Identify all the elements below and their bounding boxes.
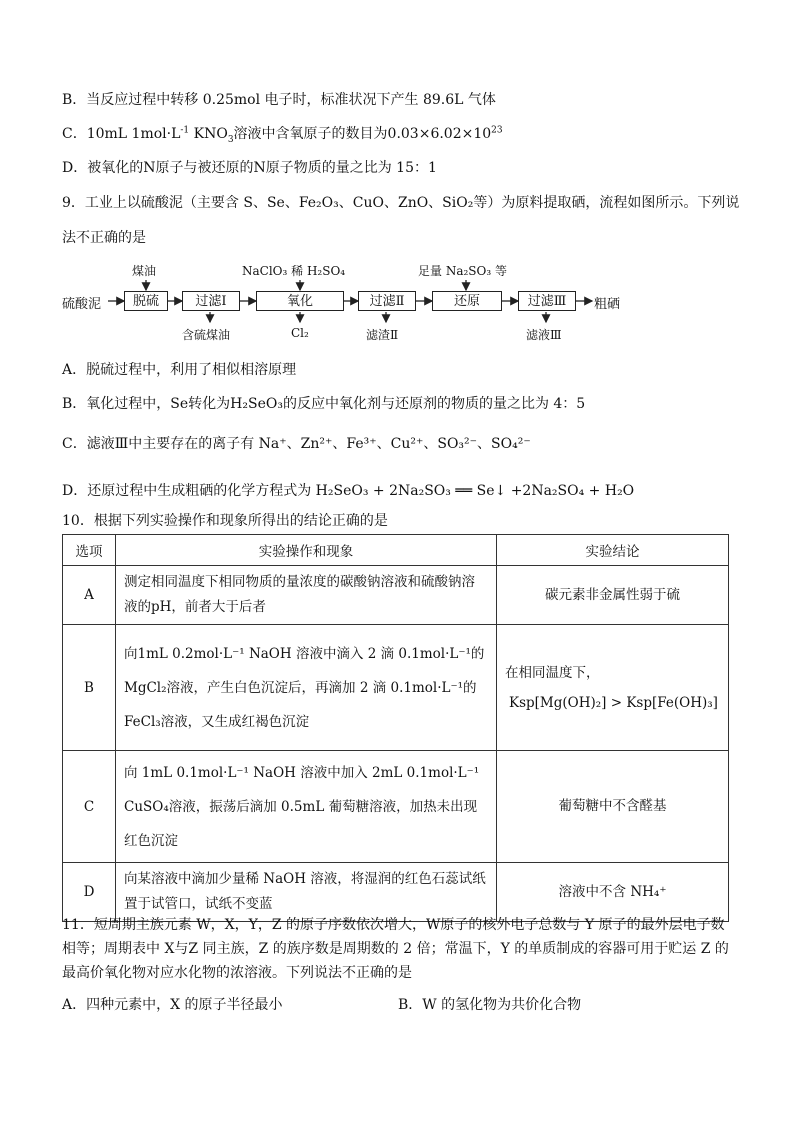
flow-reagent-reduce: 足量 Na₂SO₃ 等 xyxy=(418,264,507,278)
flow-node-filter-3: 过滤Ⅲ xyxy=(518,291,576,311)
row-conclusion xyxy=(497,625,729,751)
q9-option-b: B．氧化过程中，Se转化为H₂SeO₃的反应中氧化剂与还原剂的物质的量之比为 4：5 xyxy=(62,396,586,412)
flow-node-desulfurize: 脱硫 xyxy=(124,291,168,311)
flow-input: 硫酸泥 xyxy=(62,297,102,312)
row-option: A xyxy=(63,566,116,625)
q9-option-a: A．脱硫过程中，利用了相似相溶原理 xyxy=(62,362,297,378)
table-row xyxy=(63,751,729,863)
flow-reagent-oxidize: NaClO₃ 稀 H₂SO₄ xyxy=(242,264,346,278)
q9-stem-line2: 法不正确的是 xyxy=(62,230,146,246)
table-row xyxy=(63,625,729,751)
flow-product-cl2: Cl₂ xyxy=(291,326,309,340)
q8-option-d: D．被氧化的N原子与被还原的N原子物质的量之比为 15：1 xyxy=(62,160,437,176)
q9-option-d: D．还原过程中生成粗硒的化学方程式为 H₂SeO₃ + 2Na₂SO₃ ══ Se↓ +2Na₂SO₄ + H₂O xyxy=(62,483,635,499)
table-row xyxy=(63,566,729,625)
row-operation: 测定相同温度下相同物质的量浓度的碳酸钠溶液和硫酸钠溶液的pH，前者大于后者 xyxy=(116,566,497,625)
row-option: C xyxy=(63,751,116,863)
q9-flow-chart xyxy=(62,258,742,348)
row-operation: 向某溶液中滴加少量稀 NaOH 溶液，将湿润的红色石蕊试纸置于试管口，试纸不变蓝 xyxy=(116,863,497,922)
table-header-row xyxy=(63,535,729,566)
q9-stem-line1: 9．工业上以硫酸泥（主要含 S、Se、Fe₂O₃、CuO、ZnO、SiO₂等）为原料提取硒，流程如图所示。下列说 xyxy=(62,195,740,211)
row-conclusion: 葡萄糖中不含醛基 xyxy=(497,751,729,863)
header-operation: 实验操作和现象 xyxy=(116,535,497,566)
flow-product-filtrate-3: 滤液Ⅲ xyxy=(526,328,562,342)
row-option: B xyxy=(63,625,116,751)
q10-stem: 10．根据下列实验操作和现象所得出的结论正确的是 xyxy=(62,513,388,529)
flow-reagent-kerosene: 煤油 xyxy=(132,264,157,278)
q11-option-a: A．四种元素中，X 的原子半径最小 xyxy=(62,997,283,1013)
q8-option-c: C．10mL $1mol\cdot L^{-1}$ $KNO_3$溶液中含氧原子的数目为$0.03\times 6.02\times 10^{23}$ xyxy=(62,125,503,145)
flow-node-filter-2: 过滤Ⅱ xyxy=(358,291,416,311)
flow-node-reduce: 还原 xyxy=(432,291,502,311)
conclusion-line-1: 在相同温度下， xyxy=(505,664,600,681)
row-operation: 向 1mL 0.1mol·L⁻¹ NaOH 溶液中加入 2mL 0.1mol·L⁻¹ CuSO₄溶液，振荡后滴加 0.5mL 葡萄糖溶液，加热未出现红色沉淀 xyxy=(116,751,497,863)
header-conclusion: 实验结论 xyxy=(497,535,729,566)
row-conclusion: 溶液中不含 NH₄⁺ xyxy=(497,863,729,922)
header-option: 选项 xyxy=(63,535,116,566)
flow-node-filter-1: 过滤Ⅰ xyxy=(182,291,240,311)
flow-output: 粗硒 xyxy=(594,297,621,312)
row-option: D xyxy=(63,863,116,922)
conclusion-line-2: Ksp[Mg(OH)₂] > Ksp[Fe(OH)₃] xyxy=(509,694,718,711)
q10-table xyxy=(62,534,729,922)
q11-stem: 11．短周期主族元素 W，X，Y，Z 的原子序数依次增大，W原子的核外电子总数与 Y 原子的最外层电子数相等；周期表中 X与Z 同主族，Z 的族序数是周期数的 2 倍；常温下，Y 的单质制成的容器可用于贮运 Z 的最高价氧化物对应水化物的浓溶液。下列说法不正确的是 xyxy=(62,917,729,981)
flow-node-oxidize: 氧化 xyxy=(256,291,344,311)
row-conclusion: 碳元素非金属性弱于硫 xyxy=(497,566,729,625)
row-operation: 向1mL 0.2mol·L⁻¹ NaOH 溶液中滴入 2 滴 0.1mol·L⁻¹的 MgCl₂溶液，产生白色沉淀后，再滴加 2 滴 0.1mol·L⁻¹的 FeCl₃溶液，又生成红褐色沉淀 xyxy=(116,625,497,751)
q9-option-c: C．滤液Ⅲ中主要存在的离子有 Na⁺、Zn²⁺、Fe³⁺、Cu²⁺、SO₃²⁻、SO₄²⁻ xyxy=(62,436,531,452)
flow-product-sulfur-kerosene: 含硫煤油 xyxy=(182,328,231,342)
q11-option-b: B．W 的氢化物为共价化合物 xyxy=(398,997,582,1013)
flow-product-residue-2: 滤渣Ⅱ xyxy=(366,328,399,342)
q8-option-b: B．当反应过程中转移 0.25mol 电子时，标准状况下产生 89.6L 气体 xyxy=(62,92,496,108)
